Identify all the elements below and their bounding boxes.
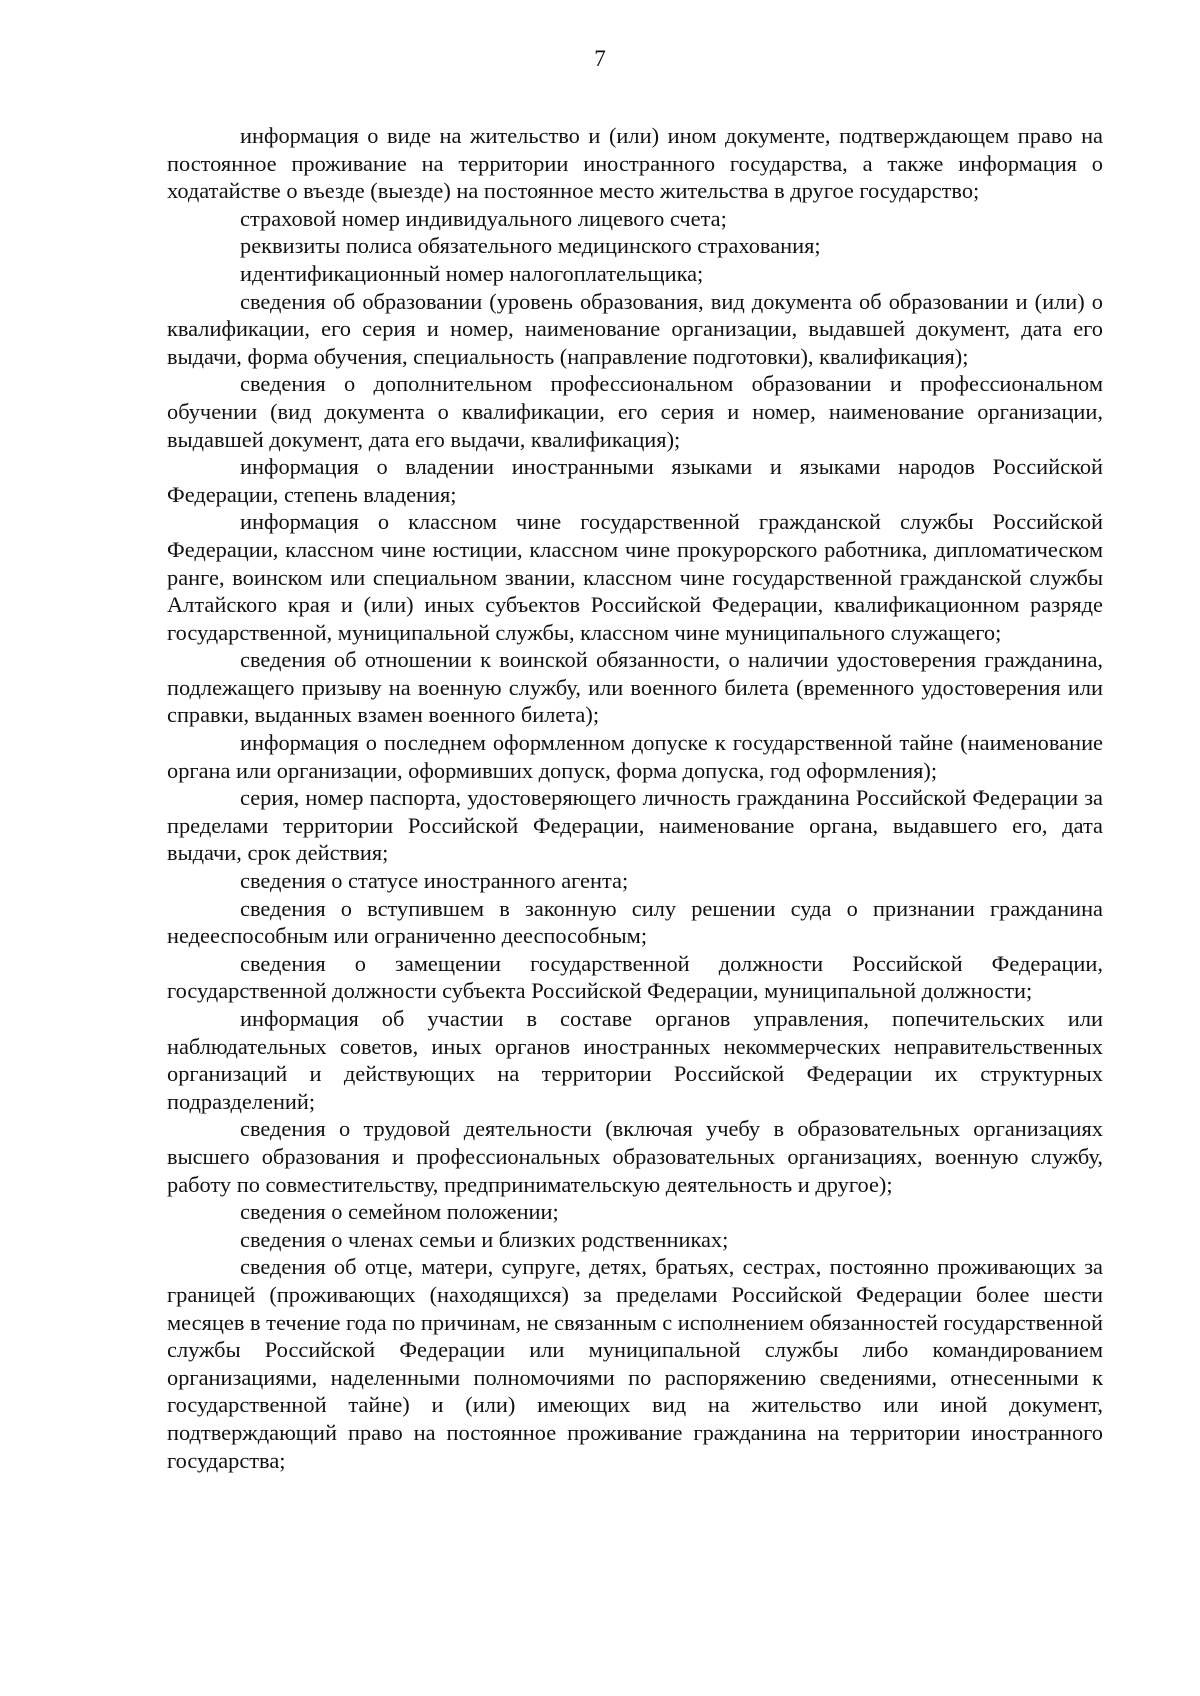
paragraph: идентификационный номер налогоплательщика; bbox=[240, 260, 704, 286]
paragraph: сведения о замещении государственной должности Российской Федерации, государственной должности субъекта Российской Федерации, муниципальной должности; bbox=[167, 950, 1103, 1004]
paragraph: сведения об отце, матери, супруге, детях, братьях, сестрах, постоянно проживающих за границей (проживающих (находящихся) за пределами Российской Федерации более шести месяцев в течение года по причинам, не связанным с исполнением обязанностей государственной службы Российской Федерации или муниципальной службы либо командированием организациями, наделенными полномочиями по распоряжению сведениями, отнесенными к государственной тайне) и (или) имеющих вид на жительство или иной документ, подтверждающий право на постоянное проживание гражданина на территории иностранного государства; bbox=[167, 1254, 1103, 1473]
paragraph: информация о виде на жительство и (или) ином документе, подтверждающем право на постоянное проживание на территории иностранного государства, а также информация о ходатайстве о въезде (выезде) на постоянное место жительства в другое государство; bbox=[167, 123, 1103, 204]
paragraph: информация о владении иностранными языками и языками народов Российской Федерации, степень владения; bbox=[167, 454, 1103, 507]
page-number: 7 bbox=[594, 46, 606, 71]
paragraph: сведения о трудовой деятельности (включая учебу в образовательных организациях высшего образования и профессиональных образовательных организациях, военную службу, работу по совместительству, предпринимательскую деятельность и другое); bbox=[167, 1116, 1103, 1197]
paragraph: сведения об образовании (уровень образования, вид документа об образовании и (или) о квалификации, его серия и номер, наименование организации, выдавшей документ, дата его выдачи, форма обучения, специальность (направление подготовки), квалификация); bbox=[167, 288, 1103, 369]
paragraph: информация об участии в составе органов управления, попечительских или наблюдательных советов, иных органов иностранных некоммерческих неправительственных организаций и действующих на территории Российской Федерации их структурных подразделений; bbox=[167, 1006, 1103, 1114]
paragraph: реквизиты полиса обязательного медицинского страхования; bbox=[240, 233, 821, 259]
paragraph: сведения о дополнительном профессиональном образовании и профессиональном обучении (вид документа о квалификации, его серия и номер, наименование организации, выдавшей документ, дата его выдачи, квалификация); bbox=[167, 371, 1103, 452]
document-body bbox=[167, 122, 1103, 1474]
paragraph: информация о последнем оформленном допуске к государственной тайне (наименование органа или организации, оформивших допуск, форма допуска, год оформления); bbox=[167, 730, 1103, 783]
paragraph: страховой номер индивидуального лицевого счета; bbox=[240, 205, 727, 231]
paragraph: сведения о семейном положении; bbox=[240, 1199, 559, 1225]
paragraph: сведения о вступившем в законную силу решении суда о признании гражданина недееспособным или ограниченно дееспособным; bbox=[167, 895, 1103, 949]
paragraph: информация о классном чине государственной гражданской службы Российской Федерации, классном чине юстиции, классном чине прокурорского работника, дипломатическом ранге, воинском или специальном звании, классном чине государственной гражданской службы Алтайского края и (или) иных субъектов Российской Федерации, квалификационном разряде государственной, муниципальной службы, классном чине муниципального служащего; bbox=[167, 509, 1103, 645]
paragraph: сведения о статусе иностранного агента; bbox=[240, 868, 629, 894]
paragraph: серия, номер паспорта, удостоверяющего личность гражданина Российской Федерации за пределами территории Российской Федерации, наименование органа, выдавшего его, дата выдачи, срок действия; bbox=[167, 785, 1103, 866]
paragraph: сведения об отношении к воинской обязанности, о наличии удостоверения гражданина, подлежащего призыву на военную службу, или военного билета (временного удостоверения или справки, выданных взамен военного билета); bbox=[167, 647, 1103, 728]
paragraph: сведения о членах семьи и близких родственниках; bbox=[240, 1226, 729, 1252]
